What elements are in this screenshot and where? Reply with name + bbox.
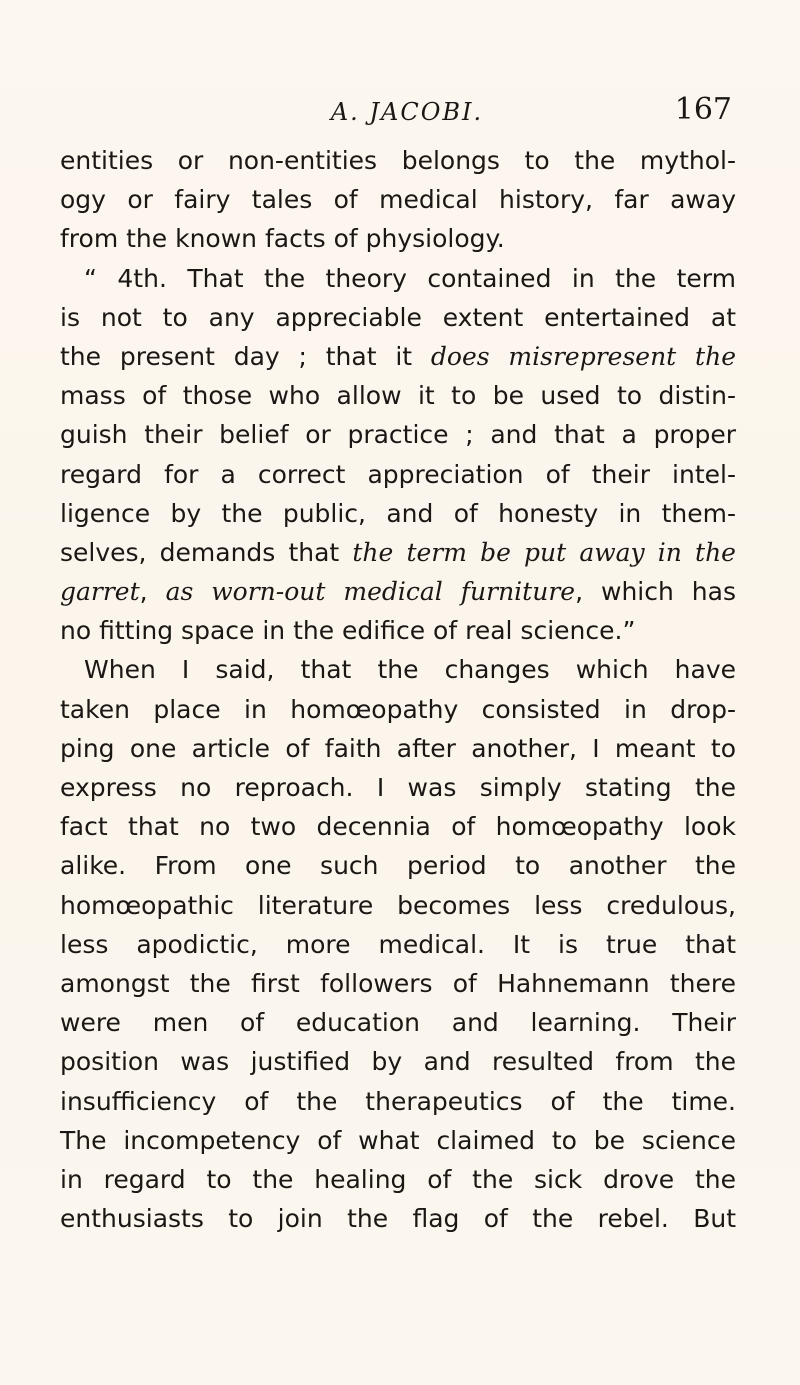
italic-text: garret	[60, 577, 140, 607]
text-line: is not to any appreciable extent entertained at	[60, 302, 736, 332]
text-line: ping one article of faith after another, I meant to	[60, 733, 736, 763]
text-run: , which has	[575, 577, 736, 607]
text-line: “ 4th. That the theory contained in the term	[84, 263, 736, 293]
text-line: entities or non-entities belongs to the mythol-	[60, 146, 736, 175]
text-line: from the known facts of physiology.	[60, 224, 505, 254]
text-line: fact that no two decennia of homœopathy look	[60, 812, 736, 842]
text-line: homœopathic literature becomes less credulous,	[60, 890, 736, 920]
text-run: the present day ; that it	[60, 341, 431, 371]
text-line: were men of education and learning. Their	[60, 1008, 736, 1038]
text-line: amongst the first followers of Hahnemann there	[60, 968, 736, 998]
running-title: A. JACOBI.	[330, 98, 484, 126]
italic-text: the term be put away in the	[352, 537, 736, 567]
text-line: mass of those who allow it to be used to distin-	[60, 381, 736, 411]
text-line: guish their belief or practice ; and that a proper	[60, 420, 736, 450]
text-line: alike. From one such period to another the	[60, 851, 736, 881]
text-line: express no reproach. I was simply stating the	[60, 773, 736, 802]
text-run: selves, demands that	[60, 537, 353, 567]
body-text	[60, 141, 736, 1238]
text-line: in regard to the healing of the sick drove the	[60, 1164, 736, 1194]
text-line: insufficiency of the therapeutics of the time.	[60, 1086, 736, 1116]
text-line: taken place in homœopathy consisted in drop-	[60, 694, 736, 724]
text-line: ogy or fairy tales of medical history, far away	[60, 185, 736, 215]
running-head	[82, 92, 732, 132]
text-line: no fitting space in the edifice of real science.”	[60, 616, 636, 646]
page-number: 167	[674, 92, 732, 127]
text-line	[60, 533, 736, 572]
text-line: enthusiasts to join the flag of the rebel. But	[60, 1204, 736, 1234]
italic-text: as worn-out medical furniture	[165, 577, 576, 607]
italic-text: does misrepresent the	[430, 341, 736, 371]
text-line: less apodictic, more medical. It is true that	[60, 929, 736, 959]
text-line: When I said, that the changes which have	[84, 655, 736, 685]
text-line: ligence by the public, and of honesty in them-	[60, 498, 736, 528]
text-line	[60, 572, 736, 611]
text-line: regard for a correct appreciation of their intel-	[60, 459, 736, 489]
text-run: ,	[139, 577, 166, 607]
text-line: position was justified by and resulted from the	[60, 1047, 736, 1077]
text-line: The incompetency of what claimed to be science	[60, 1125, 736, 1155]
text-line	[60, 337, 736, 376]
